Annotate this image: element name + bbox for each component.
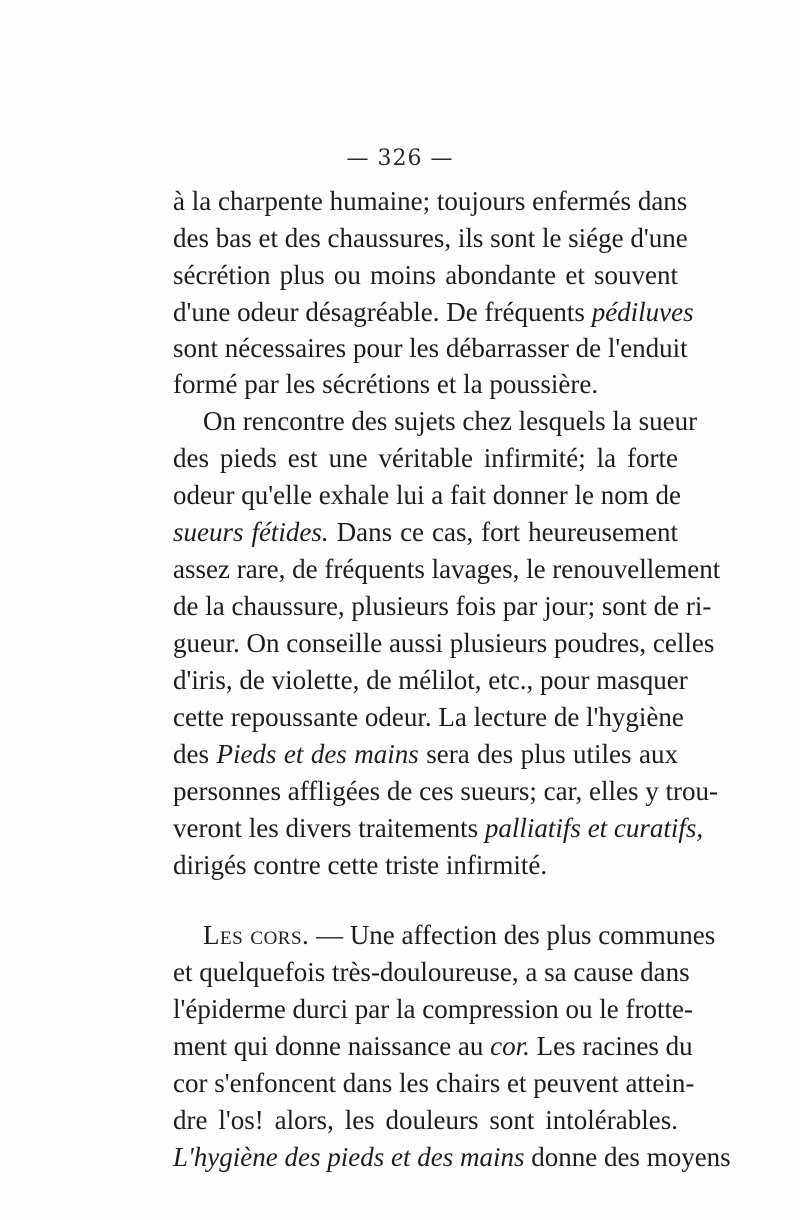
- text-line: dre l'os! alors, les douleurs sont intolérables.: [173, 1105, 678, 1135]
- text-segment: donne des moyens: [531, 1142, 731, 1172]
- italic-term: cor.: [490, 1031, 530, 1061]
- italic-title: L'hygiène des pieds et des mains: [173, 1142, 525, 1172]
- text-line: [203, 917, 716, 953]
- text-segment: — Une affection des plus communes: [316, 920, 716, 950]
- text-line: [173, 1028, 693, 1064]
- text-line: sont nécessaires pour les débarrasser de l'enduit: [173, 333, 688, 363]
- text-line: de la chaussure, plusieurs fois par jour; sont de ri-: [173, 591, 712, 621]
- text-line: d'iris, de violette, de mélilot, etc., pour masquer: [173, 665, 688, 695]
- text-line: des pieds est une véritable infirmité; la forte: [173, 443, 678, 473]
- text-line: assez rare, de fréquents lavages, le renouvellement: [173, 554, 721, 584]
- text-segment: veront les divers traitements: [173, 813, 479, 843]
- text-line: On rencontre des sujets chez lesquels la sueur: [203, 406, 698, 436]
- text-line: l'épiderme durci par la compression ou le frotte-: [173, 994, 693, 1024]
- text-line: personnes affligées de ces sueurs; car, elles y trou-: [173, 776, 718, 806]
- text-line: des bas et des chaussures, ils sont le siége d'une: [173, 223, 688, 253]
- italic-term: pédiluves: [591, 297, 694, 327]
- text-line: [173, 736, 678, 772]
- text-line: formé par les sécrétions et la poussière.: [173, 369, 599, 399]
- text-line: à la charpente humaine; toujours enfermés dans: [173, 186, 688, 216]
- text-line: sécrétion plus ou moins abondante et souvent: [173, 260, 678, 290]
- text-line: odeur qu'elle exhale lui a fait donner le nom de: [173, 480, 681, 510]
- text-line: et quelquefois très-douloureuse, a sa cause dans: [173, 957, 690, 987]
- text-line: [173, 294, 694, 330]
- text-line: cette repoussante odeur. La lecture de l'hygiène: [173, 702, 684, 732]
- italic-term: palliatifs et curatifs,: [484, 813, 704, 843]
- text-segment: Dans ce cas, fort heureusement: [336, 517, 679, 547]
- text-segment: d'une odeur désagréable. De fréquents: [173, 297, 585, 327]
- italic-title: Pieds et des mains: [216, 739, 419, 769]
- text-line: [173, 810, 704, 846]
- page-number: — 326 —: [346, 146, 454, 171]
- section-heading: Les cors.: [203, 920, 310, 950]
- italic-term: sueurs fétides.: [173, 517, 329, 547]
- text-segment: ment qui donne naissance au: [173, 1031, 484, 1061]
- text-line: gueur. On conseille aussi plusieurs poudres, celles: [173, 628, 715, 658]
- text-segment: sera des plus utiles aux: [426, 739, 678, 769]
- text-segment: Les racines du: [536, 1031, 693, 1061]
- text-segment: des: [173, 739, 209, 769]
- text-line: [173, 514, 678, 550]
- text-line: cor s'enfoncent dans les chairs et peuvent attein-: [173, 1068, 695, 1098]
- text-line: dirigés contre cette triste infirmité.: [173, 850, 548, 880]
- text-line: [173, 1139, 731, 1175]
